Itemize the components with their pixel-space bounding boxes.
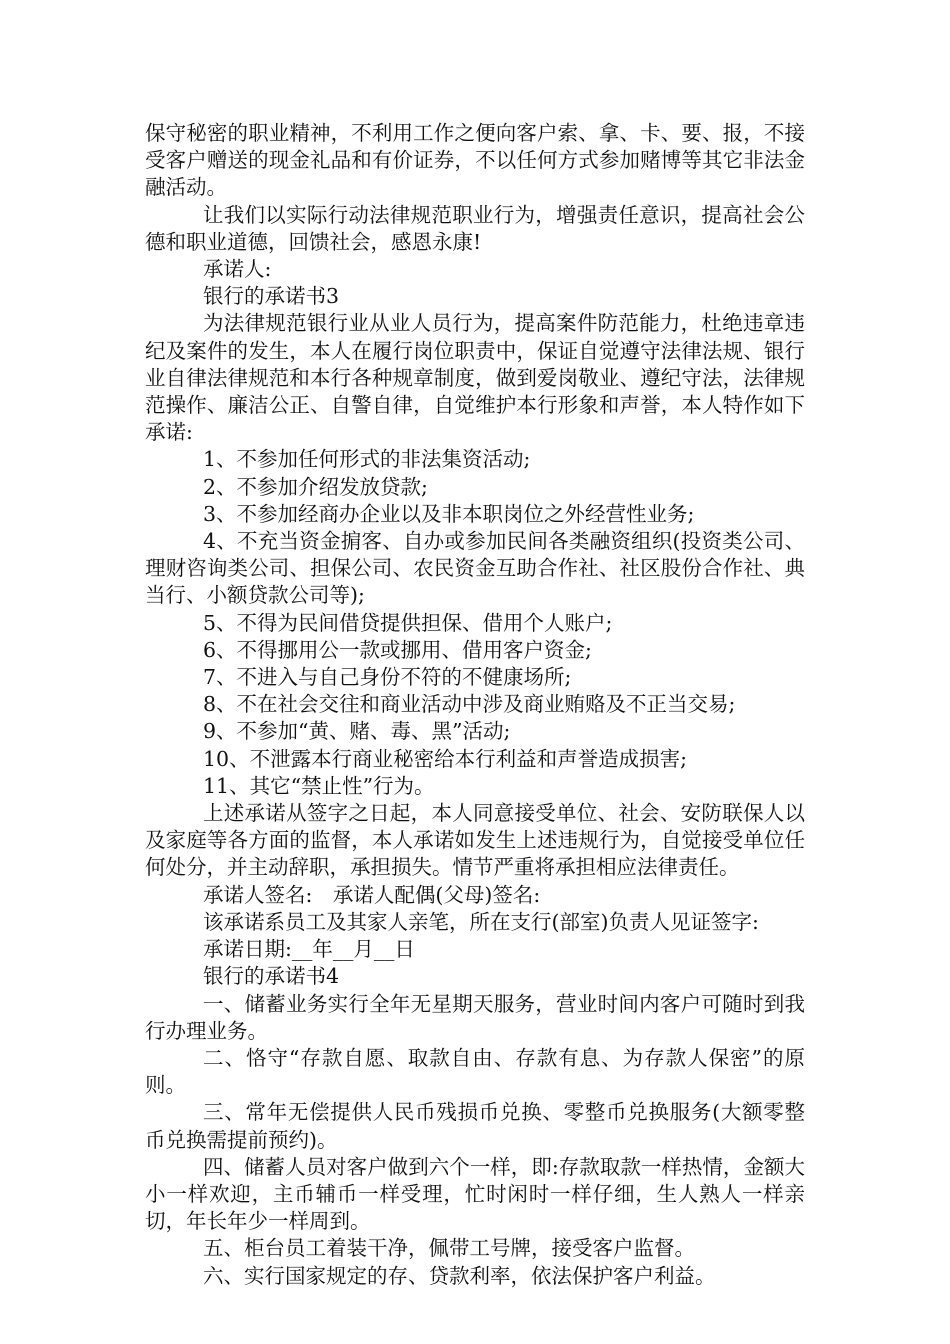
document-body <box>145 120 805 1290</box>
list-item: 2、不参加介绍发放贷款; <box>203 474 428 499</box>
list-item: 8、不在社会交往和商业活动中涉及商业贿赂及不正当交易; <box>203 692 736 717</box>
list-item: 五、柜台员工着装干净，佩带工号牌，接受客户监督。 <box>203 1236 695 1261</box>
section-heading-4: 银行的承诺书4 <box>203 964 340 989</box>
list-item: 三、常年无偿提供人民币残损币兑换、零整币兑换服务(大额零整币兑换需提前预约)。 <box>145 1100 805 1152</box>
date-line: 承诺日期:__年__月__日 <box>203 937 415 962</box>
signature-line: 承诺人签名: 承诺人配偶(父母)签名: <box>203 882 541 907</box>
list-item: 一、储蓄业务实行全年无星期天服务，营业时间内客户可随时到我行办理业务。 <box>145 991 805 1043</box>
list-item: 10、不泄露本行商业秘密给本行利益和声誉造成损害; <box>203 746 687 771</box>
section-heading-3: 银行的承诺书3 <box>203 284 340 309</box>
list-item: 5、不得为民间借贷提供担保、借用个人账户; <box>203 610 613 635</box>
paragraph-1: 保守秘密的职业精神，不利用工作之便向客户索、拿、卡、要、报，不接受客户赠送的现金礼品和有价证券，不以任何方式参加赌博等其它非法金融活动。 <box>145 121 805 200</box>
witness-line: 该承诺系员工及其家人亲笔，所在支行(部室)负责人见证签字: <box>203 909 759 934</box>
list-item: 7、不进入与自己身份不符的不健康场所; <box>203 665 572 690</box>
list-item: 11、其它“禁止性”行为。 <box>203 773 435 798</box>
list-item: 9、不参加“黄、赌、毒、黑”活动; <box>203 719 511 744</box>
promisor-label: 承诺人: <box>203 257 272 282</box>
paragraph-17: 上述承诺从签字之日起，本人同意接受单位、社会、安防联保人以及家庭等各方面的监督，本人承诺如发生上述违规行为，自觉接受单位任何处分，并主动辞职，承担损失。情节严重将承担相应法律责任。 <box>145 801 805 880</box>
list-item: 6、不得挪用公一款或挪用、借用客户资金; <box>203 637 592 662</box>
paragraph-5: 为法律规范银行业从业人员行为，提高案件防范能力，杜绝违章违纪及案件的发生，本人在履行岗位职责中，保证自觉遵守法律法规、银行业自律法律规范和本行各种规章制度，做到爱岗敬业、遵纪守法，法律规范操作、廉洁公正、自警自律，自觉维护本行形象和声誉，本人特作如下承诺: <box>145 311 805 445</box>
paragraph-2: 让我们以实际行动法律规范职业行为，增强责任意识，提高社会公德和职业道德，回馈社会，感恩永康! <box>145 202 805 254</box>
list-item: 四、储蓄人员对客户做到六个一样，即:存款取款一样热情，金额大小一样欢迎，主币辅币一样受理，忙时闲时一样仔细，生人熟人一样亲切，年长年少一样周到。 <box>145 1154 805 1234</box>
list-item: 二、恪守“存款自愿、取款自由、存款有息、为存款人保密”的原则。 <box>145 1045 805 1098</box>
list-item: 1、不参加任何形式的非法集资活动; <box>203 447 531 472</box>
list-item: 4、不充当资金掮客、自办或参加民间各类融资组织(投资类公司、理财咨询类公司、担保公司、农民资金互助合作社、社区股份合作社、典当行、小额贷款公司等); <box>145 529 805 608</box>
list-item: 六、实行国家规定的存、贷款利率，依法保护客户利益。 <box>203 1263 716 1288</box>
list-item: 3、不参加经商办企业以及非本职岗位之外经营性业务; <box>203 501 695 526</box>
